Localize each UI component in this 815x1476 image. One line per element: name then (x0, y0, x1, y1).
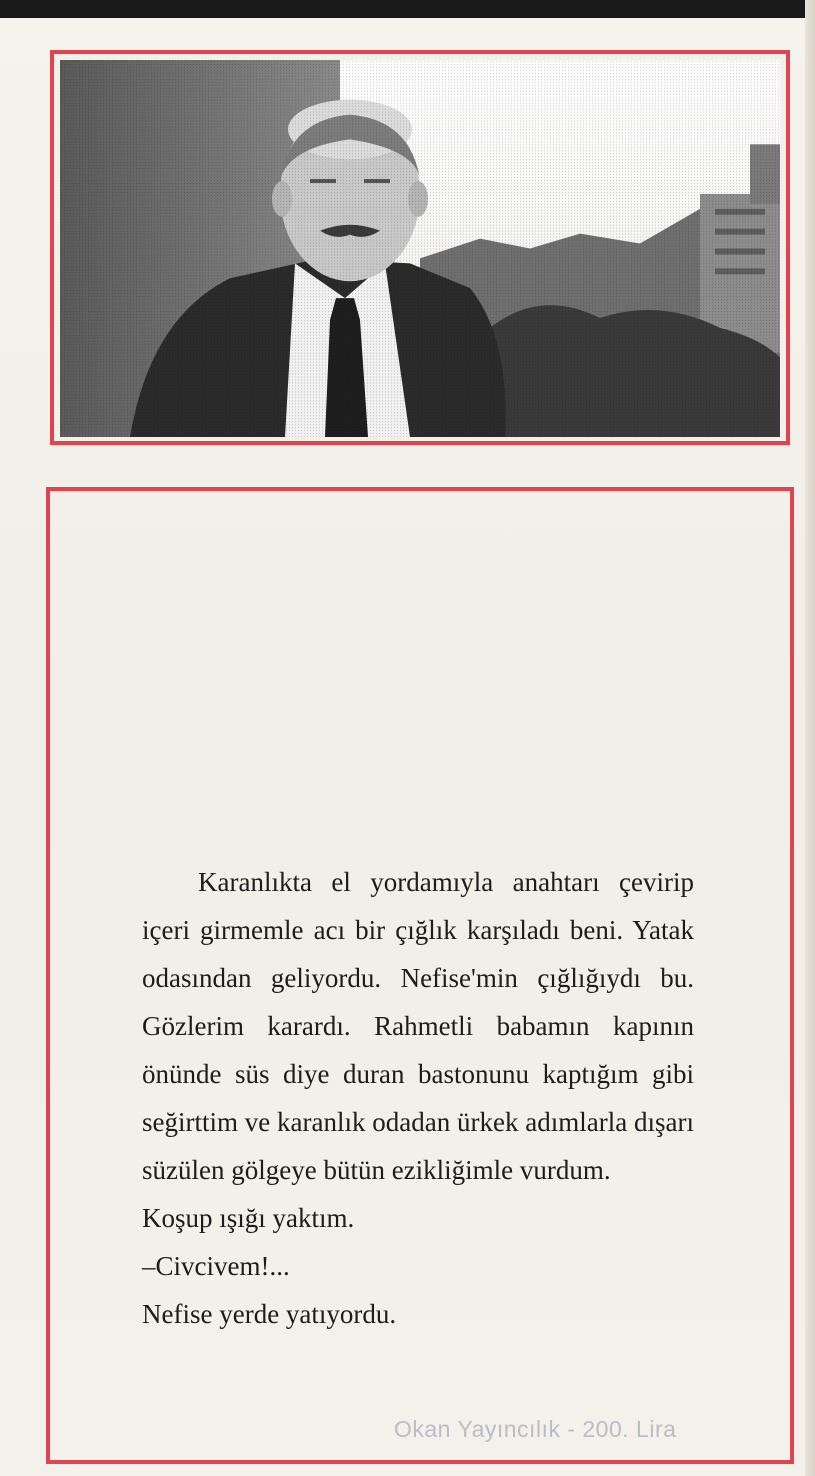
scan-edge-top (0, 0, 815, 18)
price-stamp: Okan Yayıncılık - 200. Lira (394, 1416, 677, 1442)
excerpt-dialogue: –Civcivem!... (142, 1251, 290, 1281)
author-portrait-illustration (60, 60, 780, 437)
author-portrait-photo (60, 60, 780, 437)
scan-edge-right (805, 0, 815, 1476)
excerpt-paragraph: Koşup ışığı yaktım. (142, 1203, 355, 1233)
excerpt-paragraph: Nefise yerde yatıyordu. (142, 1299, 397, 1329)
book-excerpt (142, 858, 694, 1338)
photo-frame (50, 50, 790, 445)
excerpt-paragraph: Karanlıkta el yordamıyla anahtarı çevirip içeri girmemle acı bir çığlık karşıladı beni. Yatak odasından geliyordu. Nefise'min çığlığıydı bu. Gözlerim karardı. Rahmetli babamın kapının önünde süs diye duran bastonunu kaptığım gibi seğirttim ve karanlık odadan ürkek adımlarla dışarı süzülen gölgeye bütün ezikliğimle vurdum. (142, 867, 694, 1185)
